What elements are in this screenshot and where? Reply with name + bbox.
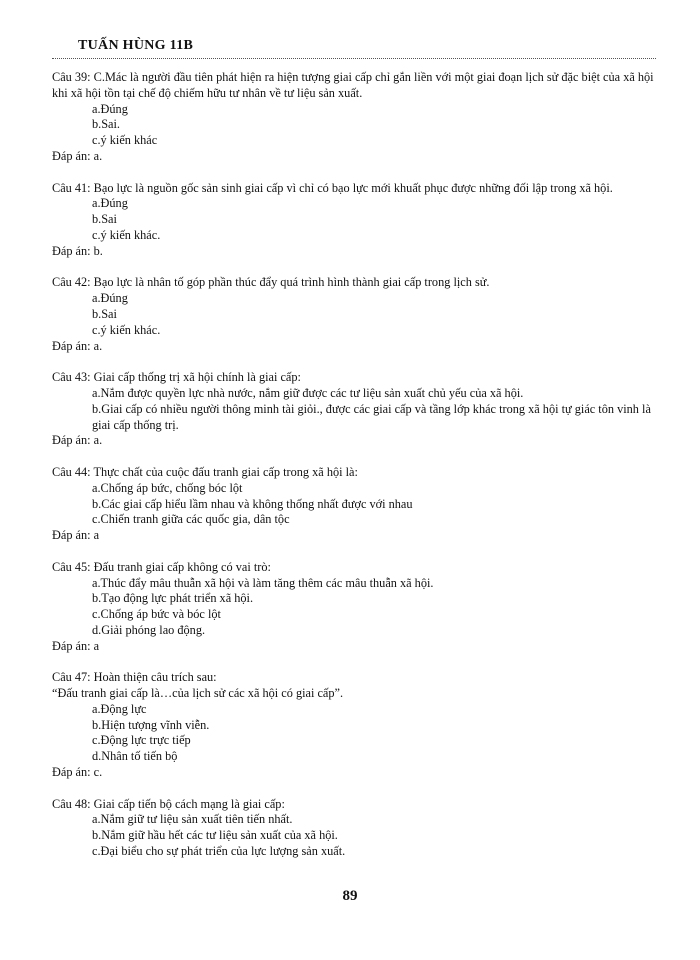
answer-option: c.ý kiến khác	[92, 133, 158, 148]
question-block	[52, 70, 656, 165]
question-block	[52, 370, 656, 449]
answer-option: a.Nắm giữ tư liệu sản xuất tiên tiến nhất.	[92, 812, 293, 827]
answer-key: Đáp án: a.	[52, 148, 103, 163]
answer-option: a.Thúc đẩy mâu thuẫn xã hội và làm tăng thêm các mâu thuẫn xã hội.	[92, 575, 434, 590]
question-stem: Câu 48: Giai cấp tiến bộ cách mạng là giai cấp:	[52, 796, 285, 811]
question-stem: Câu 39: C.Mác là người đầu tiên phát hiện ra hiện tượng giai cấp chỉ gắn liền với một giai đoạn lịch sử đặc biệt của xã hội khi xã hội tồn tại chế độ chiếm hữu tư nhân về tư liệu sản xuất.	[52, 70, 654, 100]
answer-options	[52, 812, 656, 859]
question-block	[52, 181, 656, 260]
question-block	[52, 465, 656, 544]
answer-option: a.Nắm được quyền lực nhà nước, nắm giữ được các tư liệu sản xuất chủ yếu của xã hội.	[92, 385, 524, 400]
answer-options	[52, 481, 656, 528]
answer-option: b.Sai	[92, 212, 117, 227]
answer-option: b.Tạo động lực phát triển xã hội.	[92, 591, 254, 606]
answer-option: b.Giai cấp có nhiều người thông minh tài giỏi., được các giai cấp và tầng lớp khác trong xã hội tự giác tôn vinh là giai cấp thống trị.	[92, 401, 651, 432]
answer-key: Đáp án: c.	[52, 765, 103, 780]
answer-option: b.Các giai cấp hiểu lầm nhau và không thống nhất được với nhau	[92, 496, 413, 511]
answer-option: a.Động lực	[92, 701, 147, 716]
header-divider	[52, 58, 656, 59]
answer-option: b.Hiện tượng vĩnh viễn.	[92, 717, 210, 732]
answer-option: c.Đại biểu cho sự phát triển của lực lượng sản xuất.	[92, 844, 346, 859]
question-block	[52, 275, 656, 354]
answer-option: a.Đúng	[92, 196, 128, 211]
question-stem: Câu 45: Đấu tranh giai cấp không có vai trò:	[52, 559, 271, 574]
answer-option: a.Chống áp bức, chống bóc lột	[92, 480, 243, 495]
question-stem: Câu 41: Bạo lực là nguồn gốc sản sinh giai cấp vì chỉ có bạo lực mới khuất phục được những đối lập trong xã hội.	[52, 180, 613, 195]
question-block	[52, 670, 656, 781]
answer-option: d.Nhân tố tiến bộ	[92, 749, 178, 764]
answer-key: Đáp án: a.	[52, 338, 103, 353]
question-block	[52, 560, 656, 655]
answer-option: c.Động lực trực tiếp	[92, 733, 191, 748]
question-block	[52, 797, 656, 860]
answer-options	[52, 702, 656, 765]
answer-option: d.Giải phóng lao động.	[92, 622, 206, 637]
question-stem: Câu 44: Thực chất của cuộc đấu tranh giai cấp trong xã hội là:	[52, 464, 358, 479]
answer-option: a.Đúng	[92, 101, 128, 116]
answer-options	[52, 576, 656, 639]
question-stem: Câu 47: Hoàn thiện câu trích sau:	[52, 670, 217, 685]
answer-option: c.ý kiến khác.	[92, 322, 161, 337]
answer-options	[52, 102, 656, 149]
header-title: TUẤN HÙNG 11B	[78, 38, 194, 53]
page-number: 89	[342, 888, 358, 904]
answer-options	[52, 196, 656, 243]
answer-option: b.Sai.	[92, 117, 121, 132]
answer-option: c.Chống áp bức và bóc lột	[92, 607, 221, 622]
answer-key: Đáp án: a	[52, 528, 100, 543]
answer-option: c.Chiến tranh giữa các quốc gia, dân tộc	[92, 512, 290, 527]
answer-option: c.ý kiến khác.	[92, 227, 161, 242]
answer-option: b.Nắm giữ hầu hết các tư liệu sản xuất của xã hội.	[92, 828, 338, 843]
question-stem: Câu 42: Bạo lực là nhân tố góp phần thúc đẩy quá trình hình thành giai cấp trong lịch sử.	[52, 275, 490, 290]
answer-options	[52, 386, 656, 433]
answer-key: Đáp án: a.	[52, 433, 103, 448]
answer-option: a.Đúng	[92, 291, 128, 306]
answer-key: Đáp án: a	[52, 638, 100, 653]
question-quote: “Đấu tranh giai cấp là…của lịch sử các xã hội có giai cấp”.	[52, 686, 344, 701]
answer-key: Đáp án: b.	[52, 243, 103, 258]
question-stem: Câu 43: Giai cấp thống trị xã hội chính là giai cấp:	[52, 370, 301, 385]
question-list	[52, 70, 656, 876]
answer-options	[52, 291, 656, 338]
answer-option: b.Sai	[92, 306, 117, 321]
